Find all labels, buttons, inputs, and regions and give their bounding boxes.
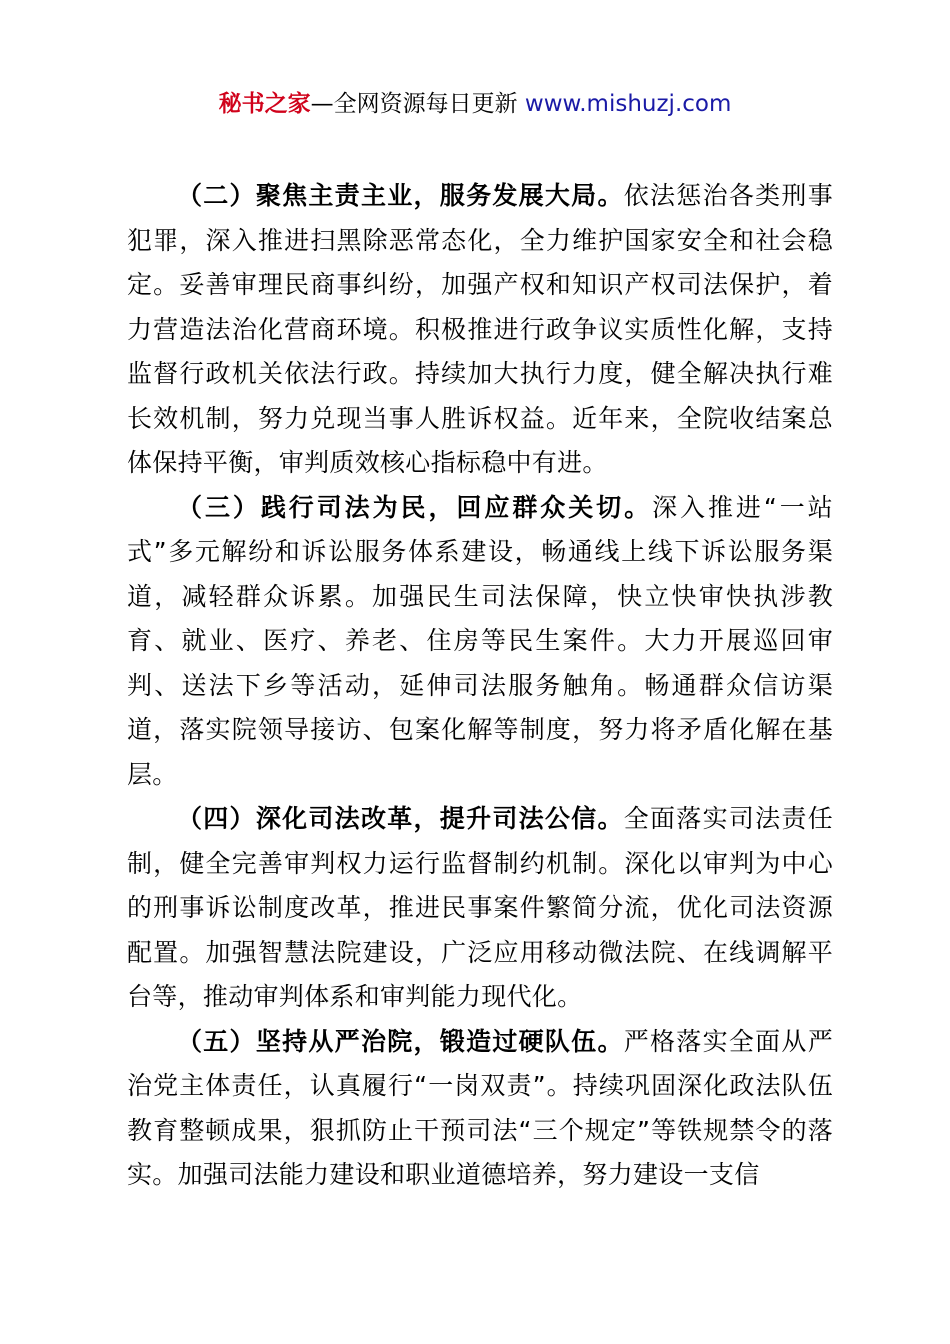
document-body bbox=[127, 174, 833, 1198]
paragraph-section-2 bbox=[127, 174, 833, 486]
paragraph-section-4 bbox=[127, 797, 833, 1020]
section-heading: （四）深化司法改革，提升司法公信。 bbox=[177, 804, 624, 833]
paragraph-section-3 bbox=[127, 486, 833, 798]
section-heading: （五）坚持从严治院，锻造过硬队伍。 bbox=[177, 1026, 624, 1056]
site-header bbox=[0, 88, 950, 120]
site-url-link[interactable]: www.mishuzj.com bbox=[524, 91, 732, 117]
site-tagline: —全网资源每日更新 bbox=[310, 91, 525, 117]
paragraph-section-5 bbox=[127, 1020, 833, 1198]
section-heading: （二）聚焦主责主业，服务发展大局。 bbox=[177, 181, 624, 210]
section-text: 全面落实司法责任制，健全完善审判权力运行监督制约机制。深化以审判为中心的刑事诉讼制度改革，推进民事案件繁简分流，优化司法资源配置。加强智慧法院建设，广泛应用移动微法院、在线调解平台等，推动审判体系和审判能力现代化。 bbox=[127, 804, 834, 1011]
section-text: 严格落实全面从严治党主体责任，认真履行“一岗双责”。持续巩固深化政法队伍教育整顿成果，狠抓防止干预司法“三个规定”等铁规禁令的落实。加强司法能力建设和职业道德培养，努力建设一支信 bbox=[127, 1026, 834, 1189]
section-heading: （三）践行司法为民，回应群众关切。 bbox=[177, 492, 653, 522]
section-text: 深入推进“一站式”多元解纷和诉讼服务体系建设，畅通线上线下诉讼服务渠道，减轻群众诉累。加强民生司法保障，快立快审快执涉教育、就业、医疗、养老、住房等民生案件。大力开展巡回审判、送法下乡等活动，延伸司法服务触角。畅通群众信访渠道，落实院领导接访、包案化解等制度，努力将矛盾化解在基层。 bbox=[127, 492, 833, 789]
site-brand: 秘书之家 bbox=[218, 91, 311, 117]
section-text: 依法惩治各类刑事犯罪，深入推进扫黑除恶常态化，全力维护国家安全和社会稳定。妥善审理民商事纠纷，加强产权和知识产权司法保护，着力营造法治化营商环境。积极推进行政争议实质性化解，支持监督行政机关依法行政。持续加大执行力度，健全解决执行难长效机制，努力兑现当事人胜诉权益。近年来，全院收结案总体保持平衡，审判质效核心指标稳中有进。 bbox=[127, 181, 834, 477]
